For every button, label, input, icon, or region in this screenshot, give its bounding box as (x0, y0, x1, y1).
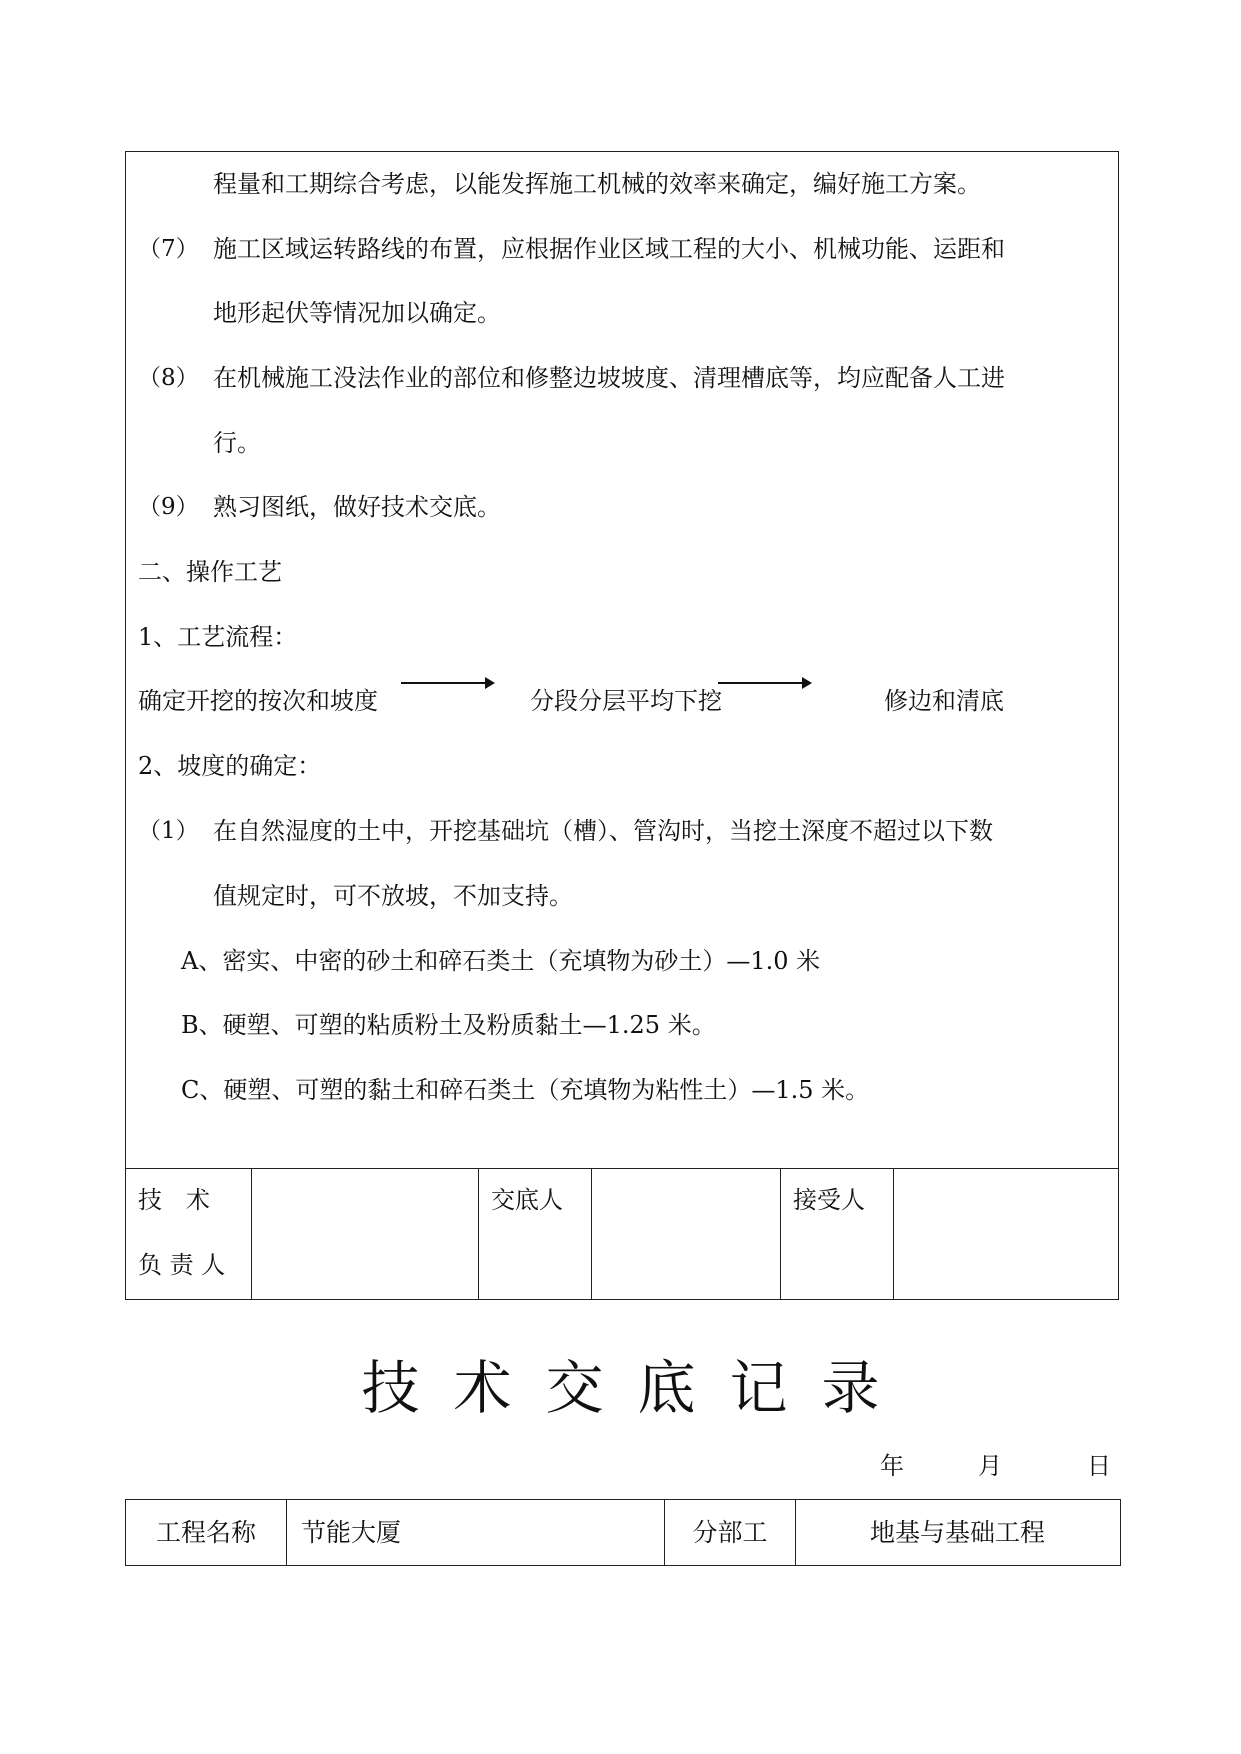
item-number: （9） (138, 494, 199, 520)
receiver-label-cell (781, 1169, 894, 1299)
date-year: 年 (880, 1452, 904, 1480)
subheading-process: 1、工艺流程： (138, 623, 298, 651)
tech-lead-label-cell (126, 1169, 252, 1299)
discloser-label-cell (479, 1169, 592, 1299)
item-number: （8） (138, 365, 199, 391)
item-text-continued: 地形起伏等情况加以确定。 (213, 299, 501, 327)
sub-item-a: A、密实、中密的砂土和碎石类土（充填物为砂土）—1.0 米 (181, 947, 821, 975)
tech-lead-label-2: 负 责 人 (138, 1251, 226, 1279)
date-day: 日 (1087, 1452, 1111, 1480)
item-text-continued: 行。 (213, 429, 261, 457)
item-text: 在机械施工没法作业的部位和修整边坡坡度、清理槽底等，均应配备人工进 (213, 364, 1005, 392)
section-heading: 二、操作工艺 (138, 558, 282, 586)
receiver-signature-field[interactable] (894, 1169, 1117, 1299)
flow-arrow-icon (401, 682, 491, 684)
receiver-label: 接受人 (793, 1186, 865, 1214)
item-text-continued: 值规定时，可不放坡，不加支持。 (213, 882, 573, 910)
discloser-signature-field[interactable] (592, 1169, 781, 1299)
tech-lead-label: 技 术 (138, 1186, 210, 1214)
discloser-label: 交底人 (491, 1186, 563, 1214)
flow-arrow-icon (718, 682, 808, 684)
sub-item-c: C、硬塑、可塑的黏土和碎石类土（充填物为粘性土）—1.5 米。 (181, 1076, 870, 1104)
subheading-slope: 2、坡度的确定： (138, 752, 322, 780)
continuation-line: 程量和工期综合考虑，以能发挥施工机械的效率来确定，编好施工方案。 (213, 170, 981, 198)
sub-project-label: 分部工 (665, 1500, 796, 1565)
item-text: 熟习图纸，做好技术交底。 (213, 493, 501, 521)
content-table (125, 151, 1119, 1300)
tech-lead-signature-field[interactable] (252, 1169, 479, 1299)
signature-row (126, 1168, 1118, 1299)
sub-item-b: B、硬塑、可塑的粘质粉土及粉质黏土—1.25 米。 (181, 1011, 716, 1039)
item-number: （7） (138, 236, 199, 262)
flow-step: 确定开挖的按次和坡度 (138, 687, 378, 715)
project-name-label: 工程名称 (126, 1500, 287, 1565)
date-month: 月 (978, 1452, 1002, 1480)
sub-project-value: 地基与基础工程 (869, 1518, 1045, 1547)
flow-step: 修边和清底 (884, 687, 1004, 715)
project-info-table (125, 1499, 1121, 1566)
item-number: （1） (138, 818, 199, 844)
item-text: 施工区域运转路线的布置，应根据作业区域工程的大小、机械功能、运距和 (213, 235, 1005, 263)
flow-step: 分段分层平均下挖 (530, 687, 722, 715)
record-title: 技术交底记录 (361, 1354, 914, 1422)
project-name-value: 节能大厦 (287, 1500, 665, 1565)
item-text: 在自然湿度的土中，开挖基础坑（槽）、管沟时，当挖土深度不超过以下数 (213, 817, 993, 845)
